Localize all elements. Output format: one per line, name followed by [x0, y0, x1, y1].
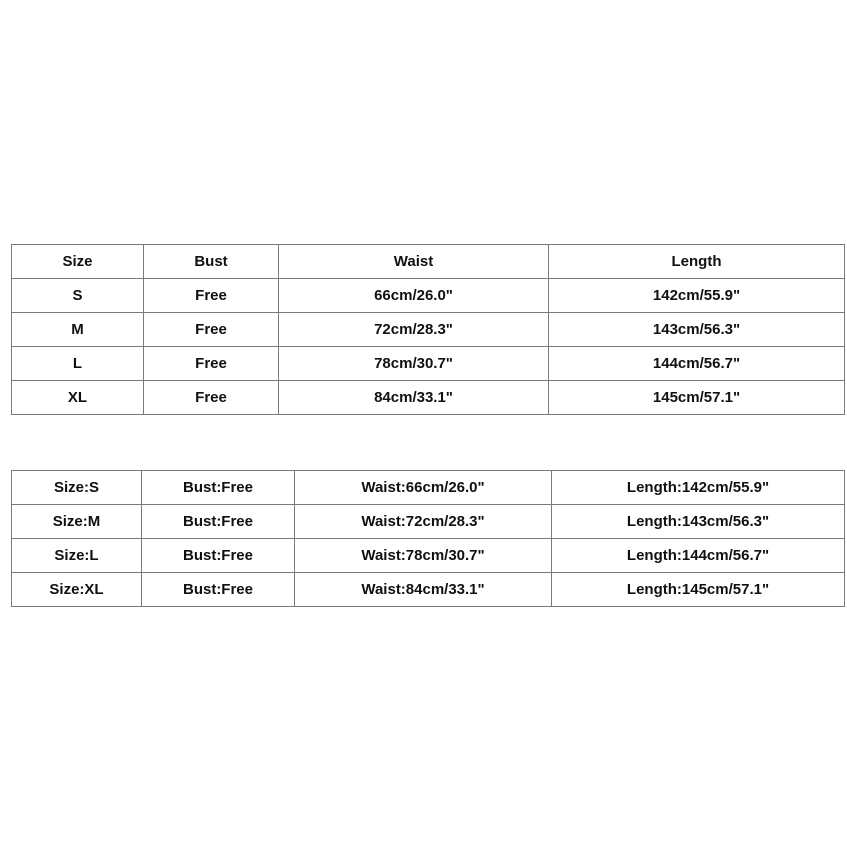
size-cell: S — [12, 279, 144, 313]
table-header-row — [12, 245, 845, 279]
table-row — [12, 471, 845, 505]
length-cell: 145cm/57.1" — [549, 381, 845, 415]
size-cell: M — [12, 313, 144, 347]
waist-cell: 66cm/26.0" — [279, 279, 549, 313]
waist-cell: Waist:66cm/26.0" — [295, 471, 552, 505]
waist-cell: Waist:84cm/33.1" — [295, 573, 552, 607]
bust-cell: Free — [144, 313, 279, 347]
table-row — [12, 505, 845, 539]
length-cell: Length:145cm/57.1" — [552, 573, 845, 607]
bust-cell: Bust:Free — [142, 471, 295, 505]
bust-cell: Bust:Free — [142, 505, 295, 539]
size-cell: XL — [12, 381, 144, 415]
bust-cell: Free — [144, 347, 279, 381]
bust-cell: Bust:Free — [142, 539, 295, 573]
waist-cell: 78cm/30.7" — [279, 347, 549, 381]
table-row — [12, 347, 845, 381]
waist-cell: 84cm/33.1" — [279, 381, 549, 415]
size-cell: Size:S — [12, 471, 142, 505]
bust-cell: Bust:Free — [142, 573, 295, 607]
length-cell: Length:143cm/56.3" — [552, 505, 845, 539]
bust-cell: Free — [144, 279, 279, 313]
length-cell: 142cm/55.9" — [549, 279, 845, 313]
waist-cell: Waist:78cm/30.7" — [295, 539, 552, 573]
column-header-size: Size — [12, 245, 144, 279]
size-cell: Size:M — [12, 505, 142, 539]
column-header-waist: Waist — [279, 245, 549, 279]
table-row — [12, 313, 845, 347]
column-header-bust: Bust — [144, 245, 279, 279]
size-cell: Size:XL — [12, 573, 142, 607]
length-cell: Length:142cm/55.9" — [552, 471, 845, 505]
length-cell: 144cm/56.7" — [549, 347, 845, 381]
length-cell: 143cm/56.3" — [549, 313, 845, 347]
size-cell: Size:L — [12, 539, 142, 573]
table-row — [12, 381, 845, 415]
table-row — [12, 539, 845, 573]
size-cell: L — [12, 347, 144, 381]
waist-cell: Waist:72cm/28.3" — [295, 505, 552, 539]
waist-cell: 72cm/28.3" — [279, 313, 549, 347]
table-row — [12, 279, 845, 313]
length-cell: Length:144cm/56.7" — [552, 539, 845, 573]
size-list-table — [11, 470, 845, 607]
column-header-length: Length — [549, 245, 845, 279]
size-chart-table — [11, 244, 845, 415]
bust-cell: Free — [144, 381, 279, 415]
table-row — [12, 573, 845, 607]
